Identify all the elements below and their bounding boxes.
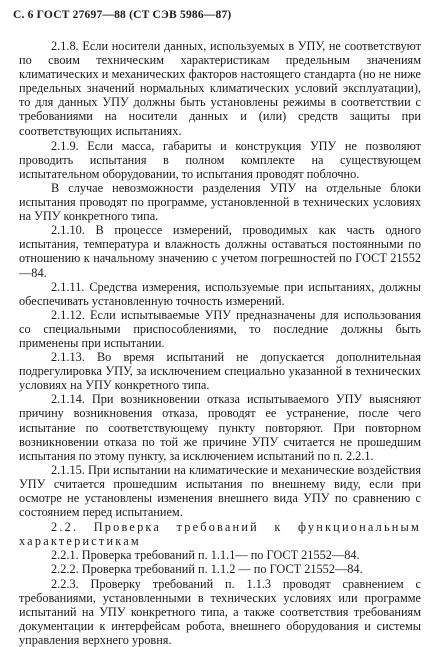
- document-body: [19, 39, 421, 647]
- paragraph-2-2-2: 2.2.2. Проверка требований п. 1.1.2 — по ГОСТ 21552—84.: [51, 562, 363, 577]
- paragraph-2-2-3: 2.2.3. Проверку требований п. 1.1.3 проводят сравнением с требованиями, установленными в технических условиях или программе испытаний на УПУ конкретного типа, а также соответствия требованиям документации к интерфейсам робота, внешнего оборудования и системы управления верхнего уровня.: [19, 576, 421, 647]
- paragraph-2-1-10: 2.1.10. В процессе измерений, проводимых как часть одного испытания, температура и влажность должны оставаться постоянными по отношению к начальному значению с учетом погрешностей по ГОСТ 21552—84.: [19, 223, 421, 280]
- page-header: С. 6 ГОСТ 27697—88 (СТ СЭВ 5986—87): [13, 9, 232, 21]
- paragraph-2-1-13: 2.1.13. Во время испытаний не допускается дополнительная подрегулировка УПУ, за исключением специально указанной в технических условиях на УПУ конкретного типа.: [19, 350, 421, 393]
- paragraph-2-1-12: 2.1.12. Если испытываемые УПУ предназначены для использования со специальными приспособлениями, то последние должны быть применены при испытании.: [19, 307, 421, 350]
- paragraph-2-1-8: 2.1.8. Если носители данных, используемых в УПУ, не соответствуют по своим техническим характеристикам предельным значениям климатических и механических факторов настоящего стандарта (но не ниже предельных значений нормальных климатических условий эксплуатации), то для данных УПУ должны быть установлены режимы в соответствии с требованиями на носители данных и (или) средств защиты при соответствующих испытаниях.: [19, 39, 421, 138]
- paragraph-blocks: В случае невозможности разделения УПУ на отдельные блоки испытания проводят по программе, установленной в технических условиях на УПУ конкретного типа.: [19, 180, 421, 224]
- paragraph-2-1-9: 2.1.9. Если масса, габариты и конструкция УПУ не позволяют проводить испытания в полном комплекте на существующем испытательном оборудовании, то испытания проводят поблочно.: [19, 138, 421, 181]
- paragraph-2-1-15: 2.1.15. При испытании на климатические и механические воздействия УПУ считается прошедшим испытания по внешнему виду, если при осмотре не установлены изменения внешнего вида УПУ по сравнению с состоянием перед испытанием.: [19, 462, 421, 520]
- paragraph-2-1-14: 2.1.14. При возникновении отказа испытываемого УПУ выясняют причину возникновения отказа, проводят ее устранение, после чего испытание по соответствующему пункту повторяют. При повторном возникновении отказа по той же причине УПУ считается не прошедшим испытания по этому пункту, за исключением испытаний по п. 2.2.1.: [19, 392, 421, 463]
- paragraph-2-1-11: 2.1.11. Средства измерения, используемые при испытаниях, должны обеспечивать установленную точность измерений.: [19, 279, 421, 308]
- paragraph-2-2-1: 2.2.1. Проверка требований п. 1.1.1— по ГОСТ 21552—84.: [51, 548, 360, 563]
- section-heading-2-2: 2.2. Проверка требований к функциональным характеристикам: [19, 520, 421, 549]
